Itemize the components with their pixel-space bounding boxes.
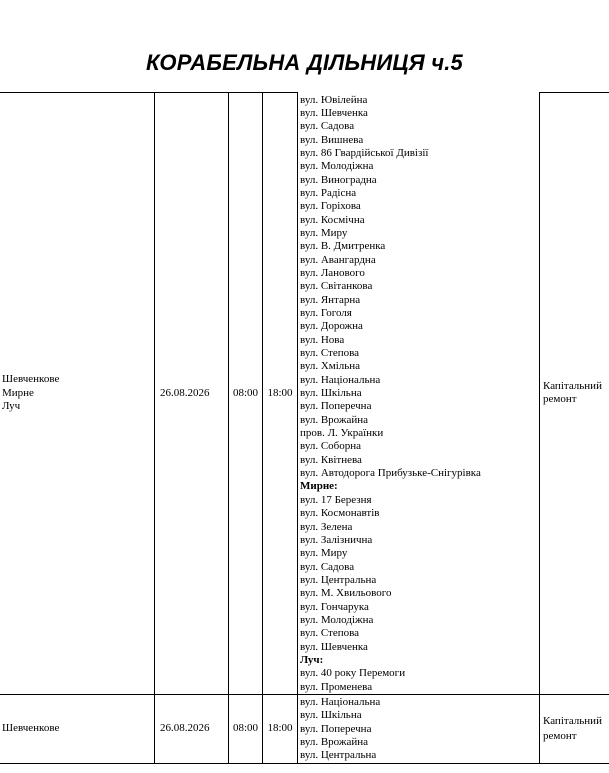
- date-cell: 26.08.2026: [155, 93, 229, 695]
- streets-cell: [298, 694, 540, 763]
- settlement-name: Мирне: [2, 386, 34, 399]
- street-name: вул. Молодіжна: [300, 613, 374, 626]
- outage-schedule-table: [0, 92, 609, 764]
- street-name: вул. Поперечна: [300, 400, 372, 413]
- street-name: вул. Горіхова: [300, 200, 361, 213]
- street-name: вул. Радісна: [300, 186, 357, 199]
- table-row: [0, 93, 609, 695]
- settlement-subheading: Луч:: [300, 653, 324, 666]
- street-name: вул. В. Дмитренка: [300, 240, 386, 253]
- street-name: вул. Променева: [300, 680, 373, 693]
- settlements-cell: [0, 93, 155, 695]
- street-name: вул. Хмільна: [300, 360, 361, 373]
- street-name: вул. Національна: [300, 373, 381, 386]
- street-name: вул. Степова: [300, 627, 360, 640]
- street-name: вул. Гончарука: [300, 600, 369, 613]
- settlement-name: Шевченкове: [2, 373, 60, 386]
- street-name: вул. Залізнична: [300, 533, 373, 546]
- street-name: вул. Миру: [300, 547, 348, 560]
- street-name: вул. Національна: [300, 695, 381, 708]
- street-name: вул. Врожайна: [300, 736, 369, 748]
- street-name: вул. М. Хвильового: [300, 587, 392, 600]
- settlement-subheading: Мирне:: [300, 480, 338, 493]
- page-title: КОРАБЕЛЬНА ДІЛЬНИЦЯ ч.5: [146, 50, 463, 75]
- street-name: вул. Молодіжна: [300, 160, 374, 173]
- date-cell: 26.08.2026: [155, 694, 229, 763]
- reason-text: ремонт: [543, 393, 577, 406]
- end-time-cell: 18:00: [263, 93, 298, 695]
- street-name: вул. Центральна: [300, 749, 377, 762]
- start-time-cell: 08:00: [229, 694, 263, 763]
- street-name: вул. 17 Березня: [300, 493, 372, 506]
- street-name: вул. 86 Гвардійської Дивізії: [300, 146, 429, 159]
- reason-text: Капітальний: [543, 714, 602, 727]
- street-name: вул. Ювілейна: [300, 93, 368, 106]
- street-name: вул. Миру: [300, 226, 348, 239]
- street-name: вул. Садова: [300, 120, 355, 133]
- streets-cell: [298, 93, 540, 695]
- street-name: вул. 40 року Перемоги: [300, 667, 406, 680]
- street-name: вул. Шкільна: [300, 709, 362, 722]
- street-name: вул. Врожайна: [300, 413, 369, 426]
- reason-cell: [540, 694, 609, 763]
- street-name: вул. Зелена: [300, 520, 353, 533]
- street-name: вул. Автодорога Прибузьке-Снігурівка: [300, 467, 481, 480]
- settlement-name: Шевченкове: [2, 722, 60, 735]
- reason-text: ремонт: [543, 729, 577, 742]
- street-name: вул. Гоголя: [300, 307, 352, 319]
- start-time-cell: 08:00: [229, 93, 263, 695]
- street-name: вул. Степова: [300, 347, 360, 360]
- street-name: вул. Вишнева: [300, 133, 364, 146]
- street-name: вул. Космонавтів: [300, 507, 380, 520]
- street-name: вул. Соборна: [300, 440, 362, 453]
- street-name: вул. Дорожна: [300, 320, 363, 333]
- street-name: вул. Шевченка: [300, 640, 368, 653]
- street-name: вул. Космічна: [300, 213, 365, 226]
- street-name: вул. Авангардна: [300, 253, 376, 266]
- settlements-cell: [0, 694, 155, 763]
- street-name: вул. Поперечна: [300, 722, 372, 735]
- table-row: [0, 694, 609, 763]
- street-name: вул. Нова: [300, 333, 345, 346]
- street-name: вул. Виноградна: [300, 173, 377, 186]
- street-name: вул. Центральна: [300, 573, 377, 586]
- street-name: вул. Ланового: [300, 266, 365, 279]
- settlement-name: Луч: [2, 400, 21, 413]
- reason-text: Капітальний: [543, 380, 602, 393]
- street-name: вул. Шевченка: [300, 106, 368, 119]
- end-time-cell: 18:00: [263, 694, 298, 763]
- street-name: вул. Квітнева: [300, 453, 362, 466]
- street-name: вул. Шкільна: [300, 387, 362, 400]
- street-name: пров. Л. Українки: [300, 427, 384, 440]
- street-name: вул. Янтарна: [300, 293, 361, 306]
- street-name: вул. Садова: [300, 560, 355, 573]
- reason-cell: [540, 93, 609, 695]
- street-name: вул. Світанкова: [300, 280, 373, 293]
